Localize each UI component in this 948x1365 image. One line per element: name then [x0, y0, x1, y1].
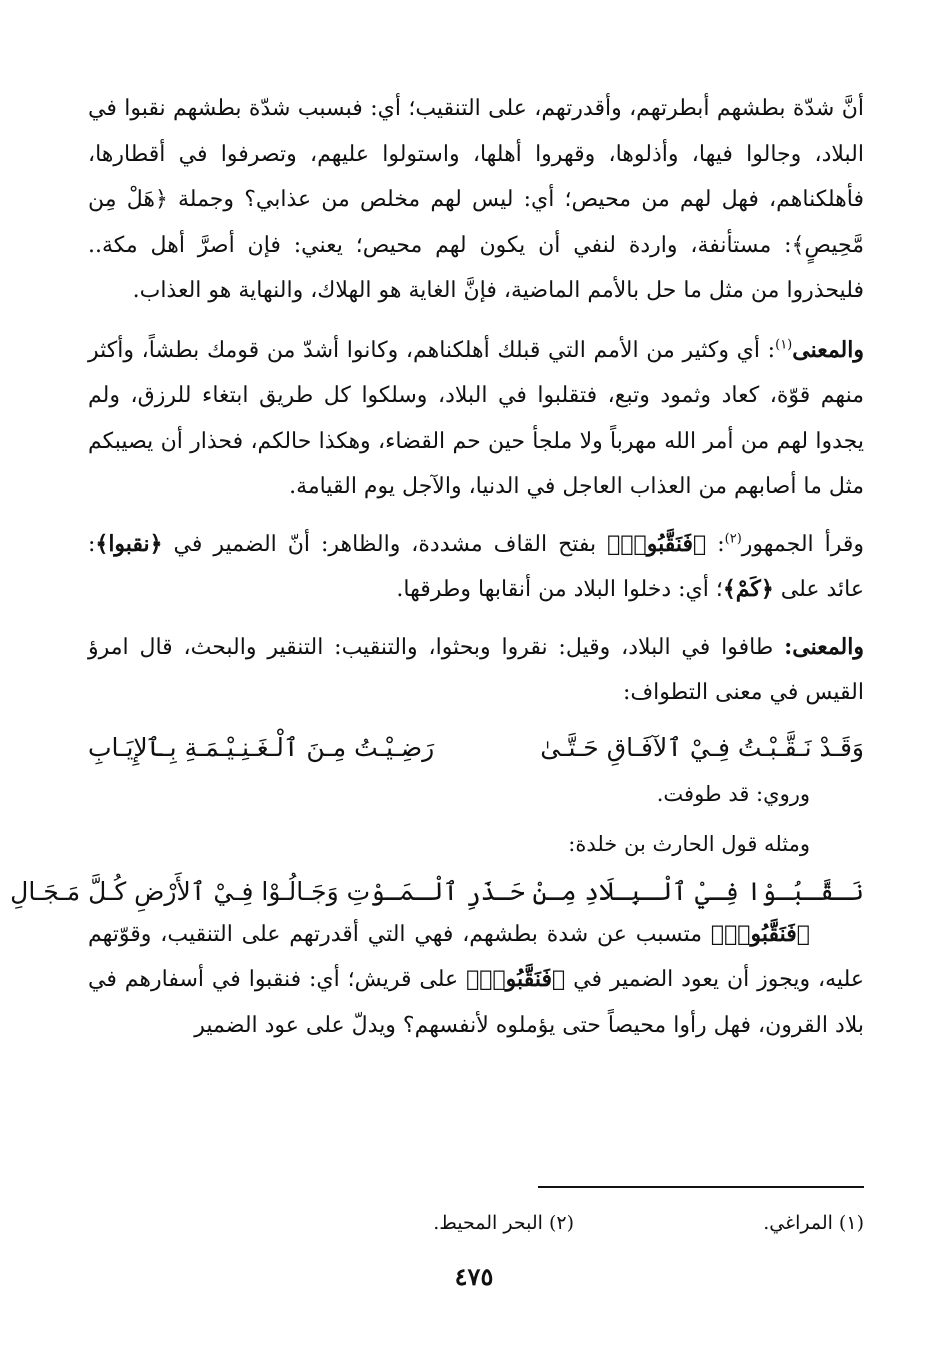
- quran-quote: ﴿نقبوا﴾: [95, 530, 163, 557]
- paragraph-4: [88, 625, 864, 716]
- poetry-verse-2: [10, 868, 864, 916]
- footnote-ref-1: (١): [775, 337, 793, 353]
- paragraph-3-e: ؛ أي: دخلوا البلاد من أنقابها وطرقها.: [396, 577, 723, 602]
- paragraph-2-text: : أي وكثير من الأمم التي قبلك أهلكناهم، وكانوا أشدّ من قومك بطشاً، وأكثر منهم قوّة، كعاد وثمود وتبع، فتقلبوا في البلاد، وسلكوا كل طريق ابتغاء للرزق، ولم يجدوا لهم من أمر الله مهرباً ولا ملجأ حين حم القضاء، وهكذا حالكم، فحذار أن يصيبكم مثل ما أصابهم من العذاب العاجل في الدنيا، والآجل يوم القيامة.: [88, 337, 864, 499]
- page-number: ٤٧٥: [454, 1262, 494, 1291]
- footnote-1: (١) المراغي.: [763, 1212, 864, 1234]
- verse-1-second-hemistich: رَضِـيْـتُ مِـنَ ٱلْـغَـنِـيْـمَـةِ بِـٱلإِيَـابِ: [88, 732, 435, 762]
- paragraph-4-label: والمعنى:: [784, 633, 864, 660]
- quran-quote: ﴿فَنَقَّبُوا۟﴾: [607, 530, 707, 557]
- paragraph-5: [88, 912, 864, 1049]
- paragraph-3-d: : عائد على: [88, 531, 864, 602]
- footnote-2: (٢) البحر المحيط.: [433, 1212, 574, 1234]
- verse-2-first-hemistich: نَـقَّـبُـوْا فِـيْ ٱلْـبِـلَادِ مِـنْ حَـذَرِ ٱلْـمَـوْ: [370, 876, 864, 906]
- riwaya-line: وروي: قد طوفت.: [656, 781, 810, 806]
- quran-quote: ﴿فَنَقَّبُوا۟﴾: [466, 966, 566, 992]
- page-body: [10, 86, 865, 1048]
- paragraph-3: [88, 522, 864, 613]
- paragraph-5-a: متسبب عن شدة بطشهم، فهي التي أقدرتهم على التنقيب، وقوّتهم عليه، ويجوز أن يعود الضمير في: [88, 921, 864, 992]
- footnote-ref-2: (٢): [724, 531, 742, 547]
- paragraph-4-text: طافوا في البلاد، وقيل: نقروا وبحثوا، والتنقيب: التنقير والبحث، قال امرؤ القيس في معنى التطواف:: [88, 634, 864, 705]
- paragraph-3-b: :: [706, 531, 725, 557]
- paragraph-1-text: أنَّ شدّة بطشهم أبطرتهم، وأقدرتهم، على التنقيب؛ أي: فبسبب شدّة بطشهم نقبوا في البلاد، وجالوا فيها، وأذلوها، وقهروا أهلها، واستولوا عليهم، وتصرفوا في أقطارها، فأهلكناهم، فهل لهم من محيص؛ أي: ليس لهم مخلص من عذابي؟ وجملة ﴿هَلْ مِن مَّحِيصٍ﴾: مستأنفة، واردة لنفي أن يكون لهم محيص؛ يعني: فإن أصرَّ أهل مكة.. فليحذروا من مثل ما حل بالأمم الماضية، فإنَّ الغاية هو الهلاك، والنهاية هو العذاب.: [88, 96, 864, 303]
- quran-quote: ﴿فَنَقَّبُوا۟﴾: [710, 920, 810, 947]
- paragraph-2: [88, 328, 864, 510]
- paragraph-3-a: وقرأ الجمهور: [741, 531, 865, 557]
- verse-1-first-hemistich: وَقَـدْ نَـقَّـبْـتُ فِـيْ ٱلآفَـاقِ حَـتَّـىٰ: [540, 732, 864, 762]
- mithlu-line: ومثله قول الحارث بن خلدة:: [568, 831, 810, 856]
- paragraph-2-label: والمعنى: [792, 336, 864, 363]
- poetry-verse-1: [88, 724, 864, 772]
- paragraph-5-b: على قريش؛ أي: فنقبوا في أسفارهم في بلاد القرون، فهل رأوا محيصاً حتى يؤملوه لأنفسهم؟ ويدلّ على عود الضمير: [88, 967, 864, 1038]
- paragraph-1: [88, 86, 864, 314]
- footnote-separator: [538, 1186, 864, 1188]
- verse-2-second-hemistich: تِ وَجَـالُـوْا فِـيْ ٱلأَرْضِ كُـلَّ مَـجَـالِ: [10, 876, 371, 906]
- paragraph-3-c: بفتح القاف مشددة، والظاهر: أنّ الضمير في: [162, 531, 608, 557]
- quran-quote: ﴿كَمْ﴾: [722, 576, 774, 602]
- footnotes: [280, 1210, 864, 1236]
